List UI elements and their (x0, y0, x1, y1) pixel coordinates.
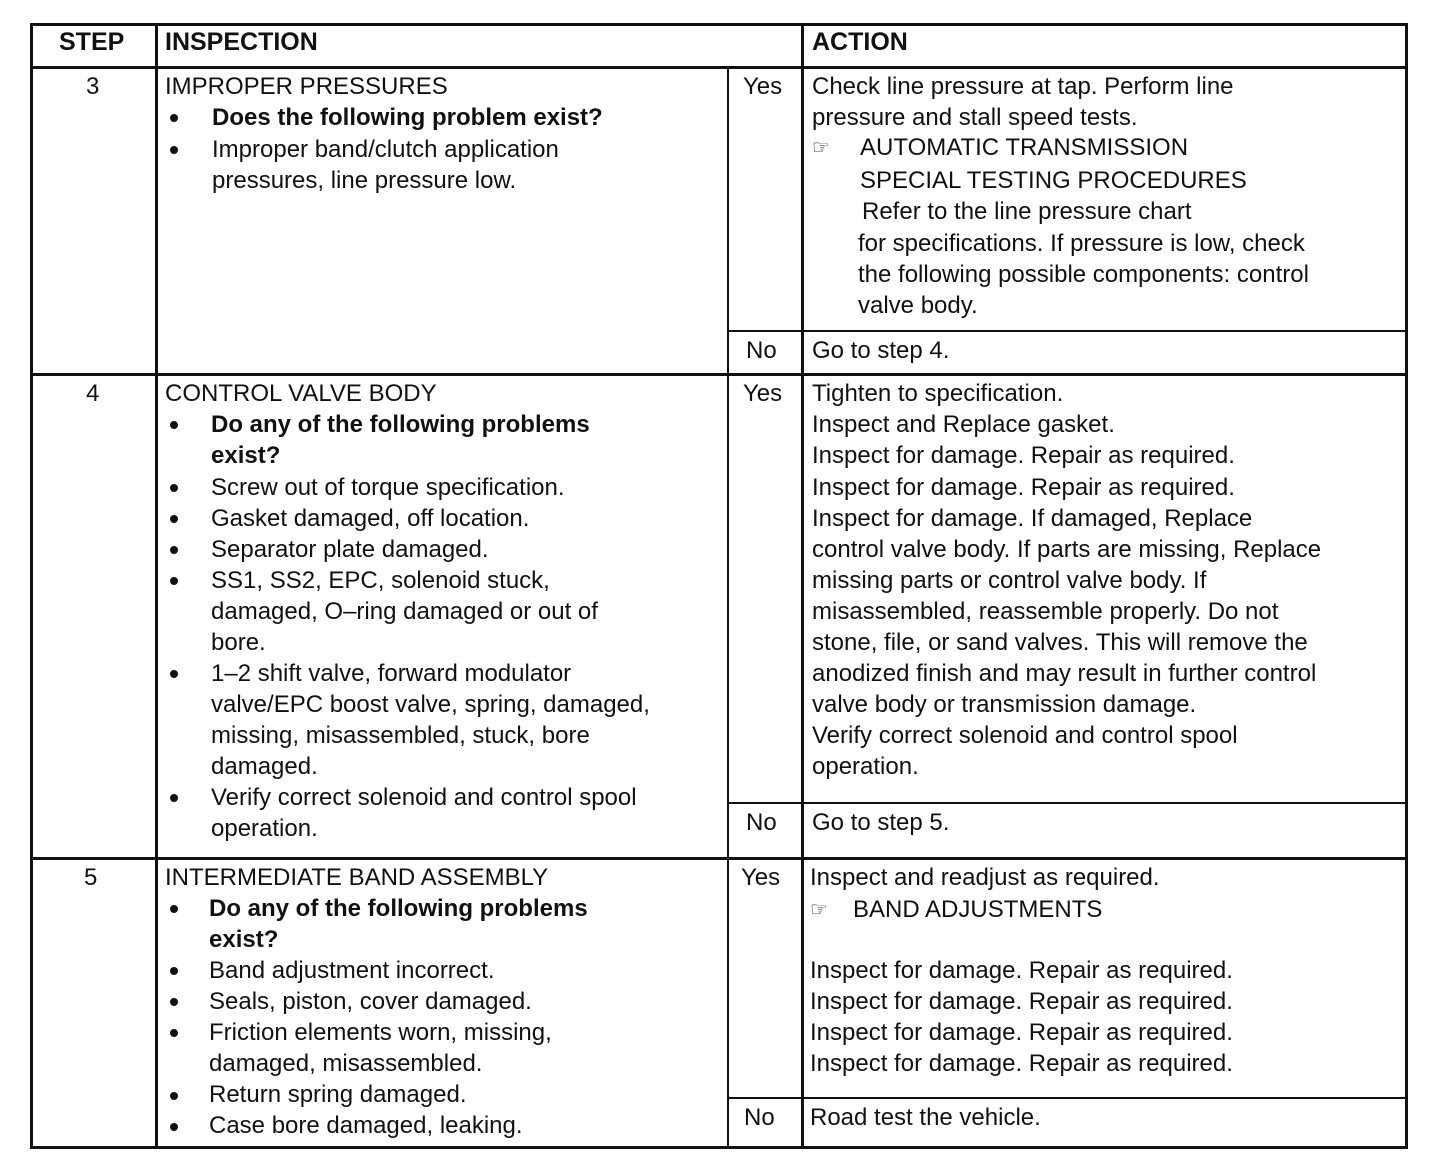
step-number: 5 (84, 864, 98, 891)
inspection-item: missing, misassembled, stuck, bore (211, 722, 590, 749)
action-line: Verify correct solenoid and control spool (812, 722, 1238, 749)
no-action: Road test the vehicle. (810, 1104, 1041, 1131)
action-line: Inspect for damage. Repair as required. (810, 1019, 1233, 1046)
pointing-hand-icon: ☞ (810, 899, 828, 921)
inspection-question: Does the following problem exist? (212, 104, 603, 131)
bullet-dot (170, 1092, 178, 1100)
action-line: anodized finish and may result in further control (812, 660, 1317, 687)
inspection-item: Screw out of torque specification. (211, 474, 565, 501)
inspection-item: Seals, piston, cover damaged. (209, 988, 532, 1015)
bullet-dot (170, 484, 178, 492)
inspection-item: Friction elements worn, missing, (209, 1019, 552, 1046)
inspection-item: damaged, O–ring damaged or out of (211, 598, 598, 625)
bullet-dot (170, 146, 178, 154)
action-line: misassembled, reassemble properly. Do not (812, 598, 1279, 625)
yes-no-column-divider (727, 66, 729, 1149)
inspection-item: Gasket damaged, off location. (211, 505, 530, 532)
bullet-dot (170, 967, 178, 975)
step5-yes-no-divider (727, 1097, 1408, 1099)
inspection-item: Improper band/clutch application (212, 136, 559, 163)
border-right (1405, 23, 1408, 1149)
inspection-item: Return spring damaged. (209, 1081, 467, 1108)
inspection-title: IMPROPER PRESSURES (165, 73, 448, 100)
action-line: pressure and stall speed tests. (812, 104, 1138, 131)
step-number: 4 (86, 380, 100, 407)
action-line: Inspect for damage. If damaged, Replace (812, 505, 1253, 532)
no-action: Go to step 5. (812, 809, 950, 836)
step-column-divider (155, 23, 158, 1149)
inspection-item: bore. (211, 629, 266, 656)
border-top (30, 23, 1408, 26)
yes-label: Yes (741, 864, 781, 891)
yes-label: Yes (743, 73, 783, 100)
no-action: Go to step 4. (812, 337, 950, 364)
action-line: Refer to the line pressure chart (862, 198, 1192, 225)
action-reference: BAND ADJUSTMENTS (853, 896, 1103, 923)
inspection-item: Case bore damaged, leaking. (209, 1112, 523, 1139)
inspection-item: pressures, line pressure low. (212, 167, 517, 194)
inspection-item: damaged. (211, 753, 318, 780)
action-line: Inspect and readjust as required. (810, 864, 1160, 891)
bullet-dot (170, 905, 178, 913)
step4-yes-no-divider (727, 802, 1408, 804)
inspection-item: Verify correct solenoid and control spool (211, 784, 637, 811)
bullet-dot (170, 421, 178, 429)
no-label: No (746, 809, 777, 836)
bullet-dot (170, 114, 178, 122)
inspection-question: Do any of the following problems (211, 411, 590, 438)
no-label: No (744, 1104, 775, 1131)
action-line: Inspect for damage. Repair as required. (812, 474, 1235, 501)
action-line: valve body or transmission damage. (812, 691, 1197, 718)
action-line: valve body. (858, 292, 978, 319)
action-line: the following possible components: control (858, 261, 1309, 288)
row-divider-4-5 (30, 857, 1408, 860)
step3-yes-no-divider (727, 330, 1408, 332)
inspection-item: Separator plate damaged. (211, 536, 489, 563)
action-line: Inspect for damage. Repair as required. (810, 1050, 1233, 1077)
bullet-dot (170, 1123, 178, 1131)
action-line: Tighten to specification. (812, 380, 1064, 407)
header-action: ACTION (812, 28, 908, 56)
header-step: STEP (59, 28, 125, 56)
header-divider (30, 66, 1408, 69)
inspection-question: exist? (211, 442, 281, 469)
bullet-dot (170, 670, 178, 678)
bullet-dot (170, 1029, 178, 1037)
inspection-item: valve/EPC boost valve, spring, damaged, (211, 691, 650, 718)
action-line: missing parts or control valve body. If (812, 567, 1207, 594)
bullet-dot (170, 577, 178, 585)
action-line: Inspect and Replace gasket. (812, 411, 1115, 438)
action-line: control valve body. If parts are missing, Replace (812, 536, 1322, 563)
inspection-question: exist? (209, 926, 279, 953)
inspection-item: damaged, misassembled. (209, 1050, 483, 1077)
pointing-hand-icon: ☞ (812, 137, 830, 159)
action-column-divider (801, 23, 804, 1149)
inspection-item: operation. (211, 815, 318, 842)
inspection-question: Do any of the following problems (209, 895, 588, 922)
action-line: operation. (812, 753, 919, 780)
action-line: stone, file, or sand valves. This will remove the (812, 629, 1308, 656)
inspection-title: CONTROL VALVE BODY (165, 380, 437, 407)
bullet-dot (170, 515, 178, 523)
header-inspection: INSPECTION (165, 28, 318, 56)
bullet-dot (170, 546, 178, 554)
inspection-title: INTERMEDIATE BAND ASSEMBLY (165, 864, 549, 891)
inspection-item: Band adjustment incorrect. (209, 957, 495, 984)
no-label: No (746, 337, 777, 364)
action-line: Inspect for damage. Repair as required. (810, 957, 1233, 984)
action-line: Inspect for damage. Repair as required. (812, 442, 1235, 469)
action-line: Check line pressure at tap. Perform line (812, 73, 1234, 100)
inspection-item: SS1, SS2, EPC, solenoid stuck, (211, 567, 550, 594)
border-left (30, 23, 33, 1149)
bullet-dot (170, 794, 178, 802)
action-line: Inspect for damage. Repair as required. (810, 988, 1233, 1015)
step-number: 3 (86, 73, 100, 100)
border-bottom (30, 1146, 1408, 1149)
action-line: for specifications. If pressure is low, check (858, 230, 1305, 257)
inspection-item: 1–2 shift valve, forward modulator (211, 660, 572, 687)
action-reference: SPECIAL TESTING PROCEDURES (860, 167, 1247, 194)
bullet-dot (170, 998, 178, 1006)
action-reference: AUTOMATIC TRANSMISSION (860, 134, 1189, 161)
yes-label: Yes (743, 380, 783, 407)
row-divider-3-4 (30, 373, 1408, 376)
